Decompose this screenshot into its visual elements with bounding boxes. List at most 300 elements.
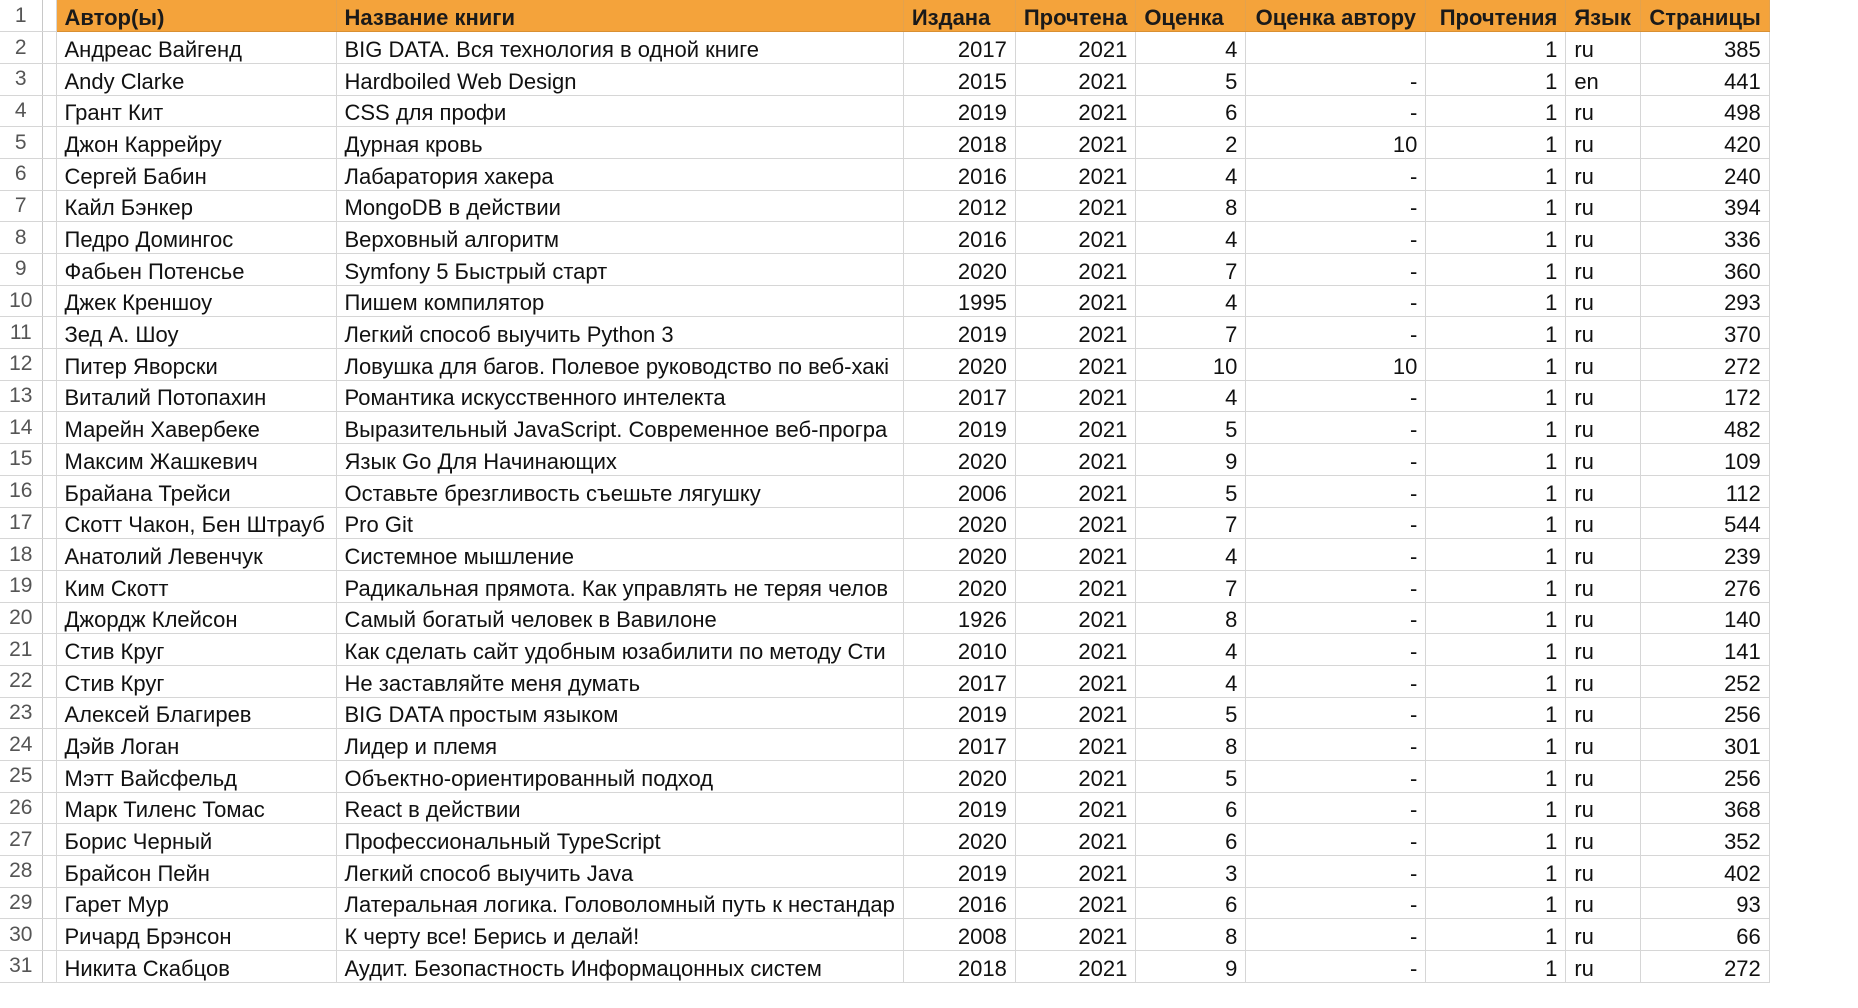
header-reads[interactable]: Прочтения xyxy=(1426,0,1566,32)
cell-reads[interactable]: 1 xyxy=(1426,63,1566,95)
cell-read[interactable]: 2021 xyxy=(1015,761,1135,793)
cell-read[interactable]: 2021 xyxy=(1015,412,1135,444)
cell-title[interactable]: Лабаратория хакера xyxy=(336,158,903,190)
cell-published[interactable]: 2006 xyxy=(903,475,1015,507)
cell-published[interactable]: 2016 xyxy=(903,222,1015,254)
cell-read[interactable]: 2021 xyxy=(1015,634,1135,666)
cell-read[interactable]: 2021 xyxy=(1015,507,1135,539)
cell-rating[interactable]: 9 xyxy=(1136,951,1246,983)
cell-pages[interactable]: 336 xyxy=(1641,222,1769,254)
cell-rating[interactable]: 4 xyxy=(1136,539,1246,571)
cell-read[interactable]: 2021 xyxy=(1015,95,1135,127)
cell-author[interactable]: Анатолий Левенчук xyxy=(56,539,336,571)
cell-author[interactable]: Стив Круг xyxy=(56,634,336,666)
cell-read[interactable]: 2021 xyxy=(1015,570,1135,602)
cell-read[interactable]: 2021 xyxy=(1015,127,1135,159)
cell-pages[interactable]: 239 xyxy=(1641,539,1769,571)
cell-pages[interactable]: 441 xyxy=(1641,63,1769,95)
cell-title[interactable]: Самый богатый человек в Вавилоне xyxy=(336,602,903,634)
cell-author-rating[interactable]: - xyxy=(1246,158,1426,190)
cell-author[interactable]: Кайл Бэнкер xyxy=(56,190,336,222)
cell-title[interactable]: Системное мышление xyxy=(336,539,903,571)
cell-author[interactable]: Фабьен Потенсье xyxy=(56,254,336,286)
cell-read[interactable]: 2021 xyxy=(1015,697,1135,729)
cell-language[interactable]: ru xyxy=(1566,792,1641,824)
cell-title[interactable]: Легкий способ выучить Java xyxy=(336,856,903,888)
cell-published[interactable]: 2008 xyxy=(903,919,1015,951)
cell-reads[interactable]: 1 xyxy=(1426,729,1566,761)
cell-reads[interactable]: 1 xyxy=(1426,95,1566,127)
cell-published[interactable]: 2020 xyxy=(903,507,1015,539)
cell-rating[interactable]: 8 xyxy=(1136,602,1246,634)
cell-language[interactable]: ru xyxy=(1566,570,1641,602)
cell-pages[interactable]: 141 xyxy=(1641,634,1769,666)
cell-rating[interactable]: 6 xyxy=(1136,824,1246,856)
cell-published[interactable]: 1926 xyxy=(903,602,1015,634)
cell-language[interactable]: ru xyxy=(1566,761,1641,793)
cell-pages[interactable]: 301 xyxy=(1641,729,1769,761)
cell-title[interactable]: К черту все! Берись и делай! xyxy=(336,919,903,951)
cell-pages[interactable]: 272 xyxy=(1641,349,1769,381)
cell-author-rating[interactable]: - xyxy=(1246,602,1426,634)
cell-published[interactable]: 2020 xyxy=(903,539,1015,571)
cell-rating[interactable]: 7 xyxy=(1136,317,1246,349)
cell-author[interactable]: Марейн Хавербеке xyxy=(56,412,336,444)
cell-rating[interactable]: 7 xyxy=(1136,570,1246,602)
cell-author[interactable]: Виталий Потопахин xyxy=(56,380,336,412)
cell-author[interactable]: Гарет Мур xyxy=(56,887,336,919)
row-number[interactable]: 9 xyxy=(0,254,42,286)
row-number[interactable]: 3 xyxy=(0,63,42,95)
cell-read[interactable]: 2021 xyxy=(1015,665,1135,697)
cell-pages[interactable]: 112 xyxy=(1641,475,1769,507)
row-number[interactable]: 31 xyxy=(0,951,42,983)
row-number[interactable]: 13 xyxy=(0,380,42,412)
cell-author[interactable]: Никита Скабцов xyxy=(56,951,336,983)
cell-author[interactable]: Алексей Благирев xyxy=(56,697,336,729)
cell-author[interactable]: Андреас Вайгенд xyxy=(56,32,336,64)
cell-author-rating[interactable]: 10 xyxy=(1246,127,1426,159)
cell-rating[interactable]: 4 xyxy=(1136,158,1246,190)
cell-language[interactable]: ru xyxy=(1566,285,1641,317)
cell-published[interactable]: 2017 xyxy=(903,729,1015,761)
cell-author-rating[interactable]: - xyxy=(1246,570,1426,602)
cell-pages[interactable]: 370 xyxy=(1641,317,1769,349)
cell-language[interactable]: ru xyxy=(1566,887,1641,919)
cell-published[interactable]: 2020 xyxy=(903,254,1015,286)
cell-author[interactable]: Зед А. Шоу xyxy=(56,317,336,349)
cell-published[interactable]: 2019 xyxy=(903,856,1015,888)
row-number[interactable]: 5 xyxy=(0,127,42,159)
cell-reads[interactable]: 1 xyxy=(1426,32,1566,64)
cell-pages[interactable]: 394 xyxy=(1641,190,1769,222)
cell-language[interactable]: ru xyxy=(1566,32,1641,64)
cell-language[interactable]: ru xyxy=(1566,697,1641,729)
cell-author-rating[interactable]: - xyxy=(1246,856,1426,888)
cell-read[interactable]: 2021 xyxy=(1015,887,1135,919)
cell-language[interactable]: ru xyxy=(1566,444,1641,476)
cell-published[interactable]: 2017 xyxy=(903,665,1015,697)
cell-author[interactable]: Дэйв Логан xyxy=(56,729,336,761)
cell-author[interactable]: Ким Скотт xyxy=(56,570,336,602)
cell-title[interactable]: Романтика искусственного интелекта xyxy=(336,380,903,412)
row-number[interactable]: 2 xyxy=(0,32,42,64)
cell-author-rating[interactable]: - xyxy=(1246,824,1426,856)
cell-author[interactable]: Педро Домингос xyxy=(56,222,336,254)
row-number[interactable]: 14 xyxy=(0,412,42,444)
cell-title[interactable]: Профессиональный TypeScript xyxy=(336,824,903,856)
cell-read[interactable]: 2021 xyxy=(1015,380,1135,412)
cell-author-rating[interactable]: - xyxy=(1246,190,1426,222)
cell-published[interactable]: 2016 xyxy=(903,158,1015,190)
cell-author-rating[interactable]: - xyxy=(1246,95,1426,127)
row-number[interactable]: 24 xyxy=(0,729,42,761)
cell-author-rating[interactable]: - xyxy=(1246,697,1426,729)
cell-published[interactable]: 2020 xyxy=(903,444,1015,476)
cell-title[interactable]: Ловушка для багов. Полевое руководство по веб-хакі xyxy=(336,349,903,381)
row-number[interactable]: 15 xyxy=(0,444,42,476)
cell-author[interactable]: Питер Яворски xyxy=(56,349,336,381)
cell-reads[interactable]: 1 xyxy=(1426,697,1566,729)
cell-pages[interactable]: 360 xyxy=(1641,254,1769,286)
cell-read[interactable]: 2021 xyxy=(1015,285,1135,317)
cell-author-rating[interactable]: - xyxy=(1246,317,1426,349)
row-number[interactable]: 30 xyxy=(0,919,42,951)
cell-author[interactable]: Брайана Трейси xyxy=(56,475,336,507)
cell-reads[interactable]: 1 xyxy=(1426,919,1566,951)
cell-author-rating[interactable]: - xyxy=(1246,380,1426,412)
cell-reads[interactable]: 1 xyxy=(1426,507,1566,539)
cell-reads[interactable]: 1 xyxy=(1426,665,1566,697)
cell-published[interactable]: 2020 xyxy=(903,761,1015,793)
header-language[interactable]: Язык xyxy=(1566,0,1641,32)
cell-title[interactable]: CSS для профи xyxy=(336,95,903,127)
cell-title[interactable]: Выразительный JavaScript. Современное веб-програ xyxy=(336,412,903,444)
cell-title[interactable]: Оставьте брезгливость съешьте лягушку xyxy=(336,475,903,507)
cell-pages[interactable]: 109 xyxy=(1641,444,1769,476)
cell-author[interactable]: Марк Тиленс Томас xyxy=(56,792,336,824)
cell-language[interactable]: ru xyxy=(1566,507,1641,539)
cell-read[interactable]: 2021 xyxy=(1015,32,1135,64)
cell-rating[interactable]: 8 xyxy=(1136,729,1246,761)
cell-read[interactable]: 2021 xyxy=(1015,602,1135,634)
cell-published[interactable]: 2016 xyxy=(903,887,1015,919)
cell-title[interactable]: Латеральная логика. Головоломный путь к нестандар xyxy=(336,887,903,919)
cell-language[interactable]: ru xyxy=(1566,412,1641,444)
cell-author-rating[interactable]: - xyxy=(1246,222,1426,254)
cell-published[interactable]: 2020 xyxy=(903,570,1015,602)
cell-title[interactable]: Язык Go Для Начинающих xyxy=(336,444,903,476)
cell-language[interactable]: ru xyxy=(1566,380,1641,412)
cell-pages[interactable]: 172 xyxy=(1641,380,1769,412)
cell-language[interactable]: ru xyxy=(1566,349,1641,381)
row-number[interactable]: 25 xyxy=(0,761,42,793)
cell-author[interactable]: Andy Clarke xyxy=(56,63,336,95)
cell-author-rating[interactable]: - xyxy=(1246,665,1426,697)
cell-published[interactable]: 1995 xyxy=(903,285,1015,317)
cell-author[interactable]: Борис Черный xyxy=(56,824,336,856)
cell-reads[interactable]: 1 xyxy=(1426,317,1566,349)
cell-rating[interactable]: 4 xyxy=(1136,665,1246,697)
cell-author[interactable]: Джек Креншоу xyxy=(56,285,336,317)
cell-language[interactable]: ru xyxy=(1566,856,1641,888)
cell-rating[interactable]: 5 xyxy=(1136,63,1246,95)
cell-reads[interactable]: 1 xyxy=(1426,349,1566,381)
cell-author[interactable]: Ричард Брэнсон xyxy=(56,919,336,951)
cell-published[interactable]: 2012 xyxy=(903,190,1015,222)
row-number[interactable]: 23 xyxy=(0,697,42,729)
cell-published[interactable]: 2017 xyxy=(903,380,1015,412)
cell-published[interactable]: 2017 xyxy=(903,32,1015,64)
cell-reads[interactable]: 1 xyxy=(1426,761,1566,793)
cell-pages[interactable]: 66 xyxy=(1641,919,1769,951)
cell-author[interactable]: Максим Жашкевич xyxy=(56,444,336,476)
row-number[interactable]: 4 xyxy=(0,95,42,127)
cell-title[interactable]: Легкий способ выучить Python 3 xyxy=(336,317,903,349)
cell-rating[interactable]: 4 xyxy=(1136,285,1246,317)
cell-title[interactable]: MongoDB в действии xyxy=(336,190,903,222)
row-number[interactable]: 20 xyxy=(0,602,42,634)
cell-title[interactable]: Аудит. Безопастность Информацонных систем xyxy=(336,951,903,983)
cell-reads[interactable]: 1 xyxy=(1426,475,1566,507)
header-pages[interactable]: Страницы xyxy=(1641,0,1769,32)
row-number[interactable]: 21 xyxy=(0,634,42,666)
cell-reads[interactable]: 1 xyxy=(1426,190,1566,222)
cell-read[interactable]: 2021 xyxy=(1015,539,1135,571)
cell-published[interactable]: 2018 xyxy=(903,127,1015,159)
cell-published[interactable]: 2019 xyxy=(903,412,1015,444)
cell-reads[interactable]: 1 xyxy=(1426,792,1566,824)
cell-author-rating[interactable]: - xyxy=(1246,951,1426,983)
cell-pages[interactable]: 385 xyxy=(1641,32,1769,64)
cell-pages[interactable]: 368 xyxy=(1641,792,1769,824)
cell-read[interactable]: 2021 xyxy=(1015,824,1135,856)
cell-reads[interactable]: 1 xyxy=(1426,158,1566,190)
cell-read[interactable]: 2021 xyxy=(1015,475,1135,507)
cell-reads[interactable]: 1 xyxy=(1426,951,1566,983)
cell-author-rating[interactable] xyxy=(1246,32,1426,64)
cell-title[interactable]: React в действии xyxy=(336,792,903,824)
cell-rating[interactable]: 2 xyxy=(1136,127,1246,159)
cell-author-rating[interactable]: - xyxy=(1246,63,1426,95)
cell-read[interactable]: 2021 xyxy=(1015,254,1135,286)
cell-author-rating[interactable]: - xyxy=(1246,539,1426,571)
cell-title[interactable]: Hardboiled Web Design xyxy=(336,63,903,95)
row-number[interactable]: 12 xyxy=(0,349,42,381)
cell-reads[interactable]: 1 xyxy=(1426,254,1566,286)
cell-read[interactable]: 2021 xyxy=(1015,792,1135,824)
header-published[interactable]: Издана xyxy=(903,0,1015,32)
cell-title[interactable]: Symfony 5 Быстрый старт xyxy=(336,254,903,286)
cell-author-rating[interactable]: - xyxy=(1246,634,1426,666)
cell-pages[interactable]: 252 xyxy=(1641,665,1769,697)
cell-author-rating[interactable]: - xyxy=(1246,729,1426,761)
cell-language[interactable]: ru xyxy=(1566,317,1641,349)
cell-author-rating[interactable]: - xyxy=(1246,412,1426,444)
row-number[interactable]: 6 xyxy=(0,158,42,190)
cell-rating[interactable]: 6 xyxy=(1136,95,1246,127)
row-number[interactable]: 26 xyxy=(0,792,42,824)
cell-author-rating[interactable]: - xyxy=(1246,285,1426,317)
cell-language[interactable]: ru xyxy=(1566,919,1641,951)
cell-reads[interactable]: 1 xyxy=(1426,285,1566,317)
cell-author-rating[interactable]: - xyxy=(1246,761,1426,793)
row-number[interactable]: 11 xyxy=(0,317,42,349)
cell-language[interactable]: ru xyxy=(1566,190,1641,222)
cell-published[interactable]: 2010 xyxy=(903,634,1015,666)
cell-published[interactable]: 2020 xyxy=(903,349,1015,381)
cell-rating[interactable]: 4 xyxy=(1136,32,1246,64)
cell-title[interactable]: Дурная кровь xyxy=(336,127,903,159)
cell-title[interactable]: BIG DATA. Вся технология в одной книге xyxy=(336,32,903,64)
cell-author-rating[interactable]: - xyxy=(1246,507,1426,539)
cell-author-rating[interactable]: - xyxy=(1246,475,1426,507)
cell-reads[interactable]: 1 xyxy=(1426,856,1566,888)
cell-author[interactable]: Джордж Клейсон xyxy=(56,602,336,634)
cell-published[interactable]: 2019 xyxy=(903,792,1015,824)
cell-rating[interactable]: 5 xyxy=(1136,697,1246,729)
cell-pages[interactable]: 498 xyxy=(1641,95,1769,127)
cell-language[interactable]: en xyxy=(1566,63,1641,95)
cell-language[interactable]: ru xyxy=(1566,475,1641,507)
cell-author[interactable]: Грант Кит xyxy=(56,95,336,127)
cell-title[interactable]: Верховный алгоритм xyxy=(336,222,903,254)
cell-language[interactable]: ru xyxy=(1566,222,1641,254)
cell-rating[interactable]: 6 xyxy=(1136,887,1246,919)
cell-author[interactable]: Джон Каррейру xyxy=(56,127,336,159)
cell-rating[interactable]: 8 xyxy=(1136,190,1246,222)
cell-author-rating[interactable]: - xyxy=(1246,792,1426,824)
cell-title[interactable]: Лидер и племя xyxy=(336,729,903,761)
cell-author-rating[interactable]: - xyxy=(1246,444,1426,476)
cell-title[interactable]: BIG DATA простым языком xyxy=(336,697,903,729)
cell-author-rating[interactable]: 10 xyxy=(1246,349,1426,381)
cell-read[interactable]: 2021 xyxy=(1015,856,1135,888)
cell-read[interactable]: 2021 xyxy=(1015,951,1135,983)
cell-title[interactable]: Не заставляйте меня думать xyxy=(336,665,903,697)
header-author[interactable]: Автор(ы) xyxy=(56,0,336,32)
cell-author[interactable]: Мэтт Вайсфельд xyxy=(56,761,336,793)
cell-title[interactable]: Как сделать сайт удобным юзабилити по методу Сти xyxy=(336,634,903,666)
cell-title[interactable]: Пишем компилятор xyxy=(336,285,903,317)
cell-author-rating[interactable]: - xyxy=(1246,254,1426,286)
cell-language[interactable]: ru xyxy=(1566,158,1641,190)
row-number[interactable]: 18 xyxy=(0,539,42,571)
cell-pages[interactable]: 140 xyxy=(1641,602,1769,634)
cell-reads[interactable]: 1 xyxy=(1426,824,1566,856)
cell-title[interactable]: Радикальная прямота. Как управлять не теряя челов xyxy=(336,570,903,602)
cell-read[interactable]: 2021 xyxy=(1015,919,1135,951)
cell-reads[interactable]: 1 xyxy=(1426,570,1566,602)
cell-rating[interactable]: 4 xyxy=(1136,380,1246,412)
cell-read[interactable]: 2021 xyxy=(1015,190,1135,222)
cell-rating[interactable]: 5 xyxy=(1136,761,1246,793)
cell-reads[interactable]: 1 xyxy=(1426,634,1566,666)
cell-language[interactable]: ru xyxy=(1566,539,1641,571)
cell-pages[interactable]: 544 xyxy=(1641,507,1769,539)
cell-rating[interactable]: 5 xyxy=(1136,412,1246,444)
cell-read[interactable]: 2021 xyxy=(1015,158,1135,190)
row-number[interactable]: 17 xyxy=(0,507,42,539)
row-number[interactable]: 10 xyxy=(0,285,42,317)
cell-language[interactable]: ru xyxy=(1566,602,1641,634)
cell-rating[interactable]: 4 xyxy=(1136,222,1246,254)
cell-read[interactable]: 2021 xyxy=(1015,444,1135,476)
cell-pages[interactable]: 93 xyxy=(1641,887,1769,919)
cell-language[interactable]: ru xyxy=(1566,127,1641,159)
cell-pages[interactable]: 240 xyxy=(1641,158,1769,190)
cell-rating[interactable]: 4 xyxy=(1136,634,1246,666)
cell-rating[interactable]: 7 xyxy=(1136,254,1246,286)
cell-author-rating[interactable]: - xyxy=(1246,887,1426,919)
cell-language[interactable]: ru xyxy=(1566,634,1641,666)
cell-published[interactable]: 2018 xyxy=(903,951,1015,983)
row-number[interactable]: 27 xyxy=(0,824,42,856)
cell-pages[interactable]: 256 xyxy=(1641,761,1769,793)
cell-language[interactable]: ru xyxy=(1566,729,1641,761)
cell-published[interactable]: 2019 xyxy=(903,317,1015,349)
cell-rating[interactable]: 5 xyxy=(1136,475,1246,507)
cell-language[interactable]: ru xyxy=(1566,951,1641,983)
row-number[interactable]: 29 xyxy=(0,887,42,919)
row-number[interactable]: 28 xyxy=(0,856,42,888)
cell-reads[interactable]: 1 xyxy=(1426,539,1566,571)
cell-published[interactable]: 2015 xyxy=(903,63,1015,95)
cell-reads[interactable]: 1 xyxy=(1426,127,1566,159)
cell-reads[interactable]: 1 xyxy=(1426,602,1566,634)
cell-reads[interactable]: 1 xyxy=(1426,380,1566,412)
row-number[interactable]: 7 xyxy=(0,190,42,222)
cell-published[interactable]: 2019 xyxy=(903,697,1015,729)
cell-author[interactable]: Сергей Бабин xyxy=(56,158,336,190)
cell-pages[interactable]: 402 xyxy=(1641,856,1769,888)
cell-pages[interactable]: 276 xyxy=(1641,570,1769,602)
cell-reads[interactable]: 1 xyxy=(1426,444,1566,476)
cell-pages[interactable]: 482 xyxy=(1641,412,1769,444)
cell-published[interactable]: 2019 xyxy=(903,95,1015,127)
cell-rating[interactable]: 9 xyxy=(1136,444,1246,476)
cell-author[interactable]: Стив Круг xyxy=(56,665,336,697)
cell-pages[interactable]: 256 xyxy=(1641,697,1769,729)
row-number[interactable]: 22 xyxy=(0,665,42,697)
cell-reads[interactable]: 1 xyxy=(1426,887,1566,919)
cell-rating[interactable]: 8 xyxy=(1136,919,1246,951)
cell-pages[interactable]: 272 xyxy=(1641,951,1769,983)
cell-reads[interactable]: 1 xyxy=(1426,222,1566,254)
cell-pages[interactable]: 293 xyxy=(1641,285,1769,317)
row-number[interactable]: 8 xyxy=(0,222,42,254)
cell-pages[interactable]: 420 xyxy=(1641,127,1769,159)
cell-language[interactable]: ru xyxy=(1566,95,1641,127)
cell-rating[interactable]: 10 xyxy=(1136,349,1246,381)
cell-reads[interactable]: 1 xyxy=(1426,412,1566,444)
cell-rating[interactable]: 6 xyxy=(1136,792,1246,824)
row-number[interactable]: 1 xyxy=(0,0,42,32)
cell-pages[interactable]: 352 xyxy=(1641,824,1769,856)
header-author-rating[interactable]: Оценка автору xyxy=(1246,0,1426,32)
cell-language[interactable]: ru xyxy=(1566,824,1641,856)
cell-language[interactable]: ru xyxy=(1566,254,1641,286)
header-rating[interactable]: Оценка xyxy=(1136,0,1246,32)
cell-read[interactable]: 2021 xyxy=(1015,222,1135,254)
cell-read[interactable]: 2021 xyxy=(1015,349,1135,381)
row-number[interactable]: 19 xyxy=(0,570,42,602)
cell-rating[interactable]: 3 xyxy=(1136,856,1246,888)
cell-author[interactable]: Скотт Чакон, Бен Штрауб xyxy=(56,507,336,539)
cell-author-rating[interactable]: - xyxy=(1246,919,1426,951)
cell-published[interactable]: 2020 xyxy=(903,824,1015,856)
cell-language[interactable]: ru xyxy=(1566,665,1641,697)
